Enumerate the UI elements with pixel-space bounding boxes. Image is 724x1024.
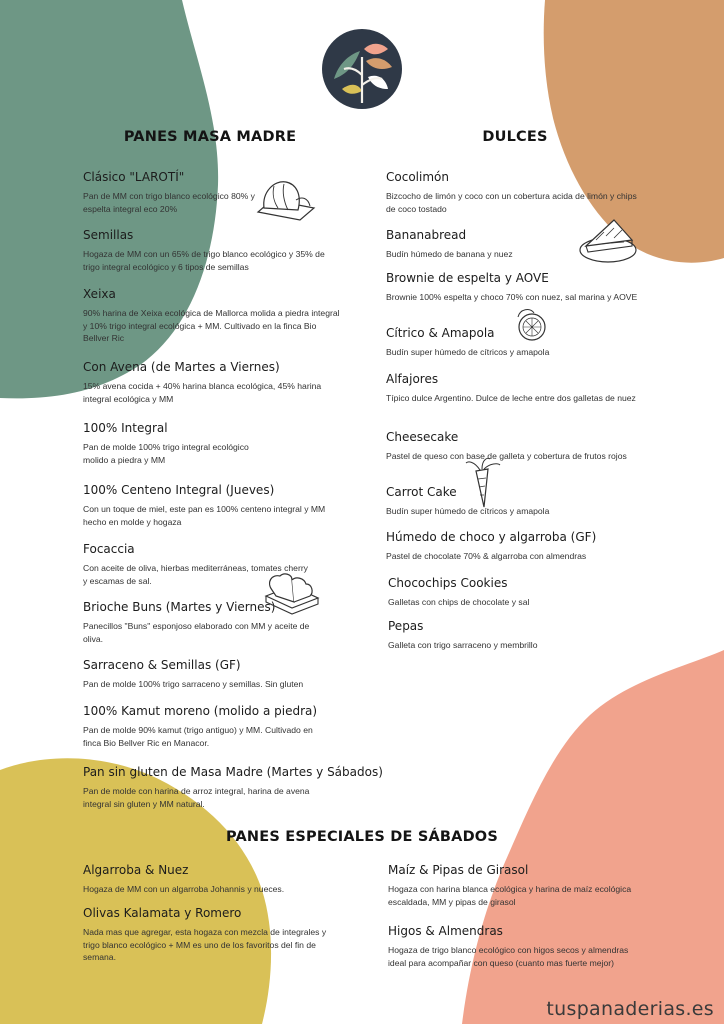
item-name: Bananabread bbox=[386, 228, 467, 242]
item-desc: 90% harina de Xeixa ecológica de Mallorca molida a piedra integral y 10% trigo integral ecológica + MM. Cultivado en la finca Bio Bellver Ric bbox=[83, 308, 340, 343]
item-name: Xeixa bbox=[83, 287, 116, 301]
pie-slice-icon bbox=[574, 212, 640, 268]
menu-item bbox=[83, 906, 328, 964]
item-name: Brioche Buns (Martes y Viernes) bbox=[83, 600, 276, 614]
menu-item bbox=[388, 619, 608, 652]
section-title-dulces: DULCES bbox=[482, 129, 548, 145]
menu-item bbox=[83, 483, 328, 528]
item-name: Cocolimón bbox=[386, 170, 449, 184]
item-desc: Hogaza de trigo blanco ecológico con higos secos y almendras ideal para acompañar con queso (cuanto mas fuerte mejor) bbox=[388, 945, 629, 968]
item-name: 100% Integral bbox=[83, 421, 168, 435]
item-desc: Pan de molde 100% trigo sarraceno y semillas. Sin gluten bbox=[83, 679, 304, 689]
item-name: Pan sin gluten de Masa Madre (Martes y Sábados) bbox=[83, 765, 383, 779]
section-title-especiales: PANES ESPECIALES DE SÁBADOS bbox=[226, 829, 498, 845]
item-name: Algarroba & Nuez bbox=[83, 863, 189, 877]
item-name: 100% Kamut moreno (molido a piedra) bbox=[83, 704, 318, 718]
bread-loaf-icon bbox=[252, 170, 318, 226]
item-desc: Típico dulce Argentino. Dulce de leche entre dos galletas de nuez bbox=[386, 393, 636, 403]
item-desc: Budín húmedo de banana y nuez bbox=[386, 249, 513, 259]
sliced-bread-icon bbox=[262, 568, 322, 618]
watermark: tuspanaderias.es bbox=[546, 998, 714, 1020]
item-name: Maíz & Pipas de Girasol bbox=[388, 863, 529, 877]
item-name: Higos & Almendras bbox=[388, 924, 503, 938]
item-desc: Con un toque de miel, este pan es 100% centeno integral y MM hecho en molde y hogaza bbox=[83, 504, 326, 527]
item-desc: Hogaza de MM con un 65% de trigo blanco ecológico y 35% de trigo integral ecológico y 6 tipos de semillas bbox=[83, 249, 325, 272]
section-title-panes: PANES MASA MADRE bbox=[123, 129, 297, 145]
item-desc: Budín super húmedo de cítricos y amapola bbox=[386, 347, 550, 357]
item-desc: Hogaza de MM con un algarroba Johannis y nueces. bbox=[83, 884, 285, 894]
menu-item bbox=[388, 924, 646, 969]
item-name: Alfajores bbox=[386, 372, 439, 386]
item-name: Olivas Kalamata y Romero bbox=[83, 906, 242, 920]
item-desc: Galletas con chips de chocolate y sal bbox=[388, 597, 530, 607]
item-name: Carrot Cake bbox=[386, 485, 457, 499]
menu-item bbox=[83, 228, 343, 273]
menu-item bbox=[386, 271, 644, 304]
item-desc: Brownie 100% espelta y choco 70% con nuez, sal marina y AOVE bbox=[386, 292, 638, 302]
item-name: Brownie de espelta y AOVE bbox=[386, 271, 549, 285]
item-name: 100% Centeno Integral (Jueves) bbox=[83, 483, 275, 497]
item-desc: Budín super húmedo de cítricos y amapola bbox=[386, 506, 550, 516]
menu-item bbox=[386, 430, 644, 463]
item-desc: Pastel de chocolate 70% & algarroba con almendras bbox=[386, 551, 587, 561]
menu-item bbox=[386, 372, 648, 405]
menu-item bbox=[83, 421, 263, 466]
menu-item bbox=[388, 863, 643, 908]
item-desc: Galleta con trigo sarraceno y membrillo bbox=[388, 640, 538, 650]
item-name: Húmedo de choco y algarroba (GF) bbox=[386, 530, 597, 544]
item-desc: Pan de molde con harina de arroz integral, harina de avena integral sin gluten y MM natural. bbox=[83, 786, 310, 809]
menu-item bbox=[386, 530, 646, 563]
item-desc: Bizcocho de limón y coco con un cobertura acida de limón y chips de coco tostado bbox=[386, 191, 637, 214]
menu-item bbox=[83, 704, 328, 749]
lemon-icon bbox=[510, 303, 552, 343]
item-desc: Pan de molde 90% kamut (trigo antiguo) y MM. Cultivado en finca Bio Bellver Ric en Manacor. bbox=[83, 725, 313, 748]
item-desc: Pan de molde 100% trigo integral ecológico molido a piedra y MM bbox=[83, 442, 249, 465]
menu-item bbox=[386, 170, 648, 215]
item-name: Chocochips Cookies bbox=[388, 576, 508, 590]
item-desc: 15% avena cocida + 40% harina blanca ecológica, 45% harina integral ecológica y MM bbox=[83, 381, 322, 404]
item-desc: Panecillos "Buns" esponjoso elaborado con MM y aceite de oliva. bbox=[83, 621, 310, 644]
menu-item bbox=[83, 287, 341, 345]
carrot-icon bbox=[460, 455, 506, 511]
item-name: Focaccia bbox=[83, 542, 135, 556]
menu-item bbox=[83, 765, 383, 810]
item-name: Cheesecake bbox=[386, 430, 459, 444]
item-desc: Hogaza con harina blanca ecológica y harina de maíz ecológica escaldada, MM y pipas de girasol bbox=[388, 884, 632, 907]
item-desc: Pan de MM con trigo blanco ecológico 80% y espelta integral eco 20% bbox=[83, 191, 255, 214]
menu-item bbox=[83, 170, 255, 215]
menu-item bbox=[388, 576, 608, 609]
item-name: Semillas bbox=[83, 228, 134, 242]
menu-item bbox=[83, 360, 323, 405]
item-name: Sarraceno & Semillas (GF) bbox=[83, 658, 241, 672]
item-desc: Pastel de queso con base de galleta y cobertura de frutos rojos bbox=[386, 451, 627, 461]
menu-item bbox=[386, 326, 596, 359]
menu-item bbox=[83, 863, 323, 896]
item-desc: Con aceite de oliva, hierbas mediterráneas, tomates cherry y escamas de sal. bbox=[83, 563, 308, 586]
menu-item bbox=[83, 658, 343, 691]
item-name: Cítrico & Amapola bbox=[386, 326, 495, 340]
leaf-tree-logo-icon bbox=[320, 27, 404, 111]
item-name: Clásico "LAROTÍ" bbox=[83, 170, 185, 184]
item-name: Con Avena (de Martes a Viernes) bbox=[83, 360, 280, 374]
menu-item bbox=[386, 228, 566, 261]
item-name: Pepas bbox=[388, 619, 424, 633]
item-desc: Nada mas que agregar, esta hogaza con mezcla de integrales y trigo blanco ecológico + MM es uno de los favoritos del fin de semana. bbox=[83, 927, 327, 962]
